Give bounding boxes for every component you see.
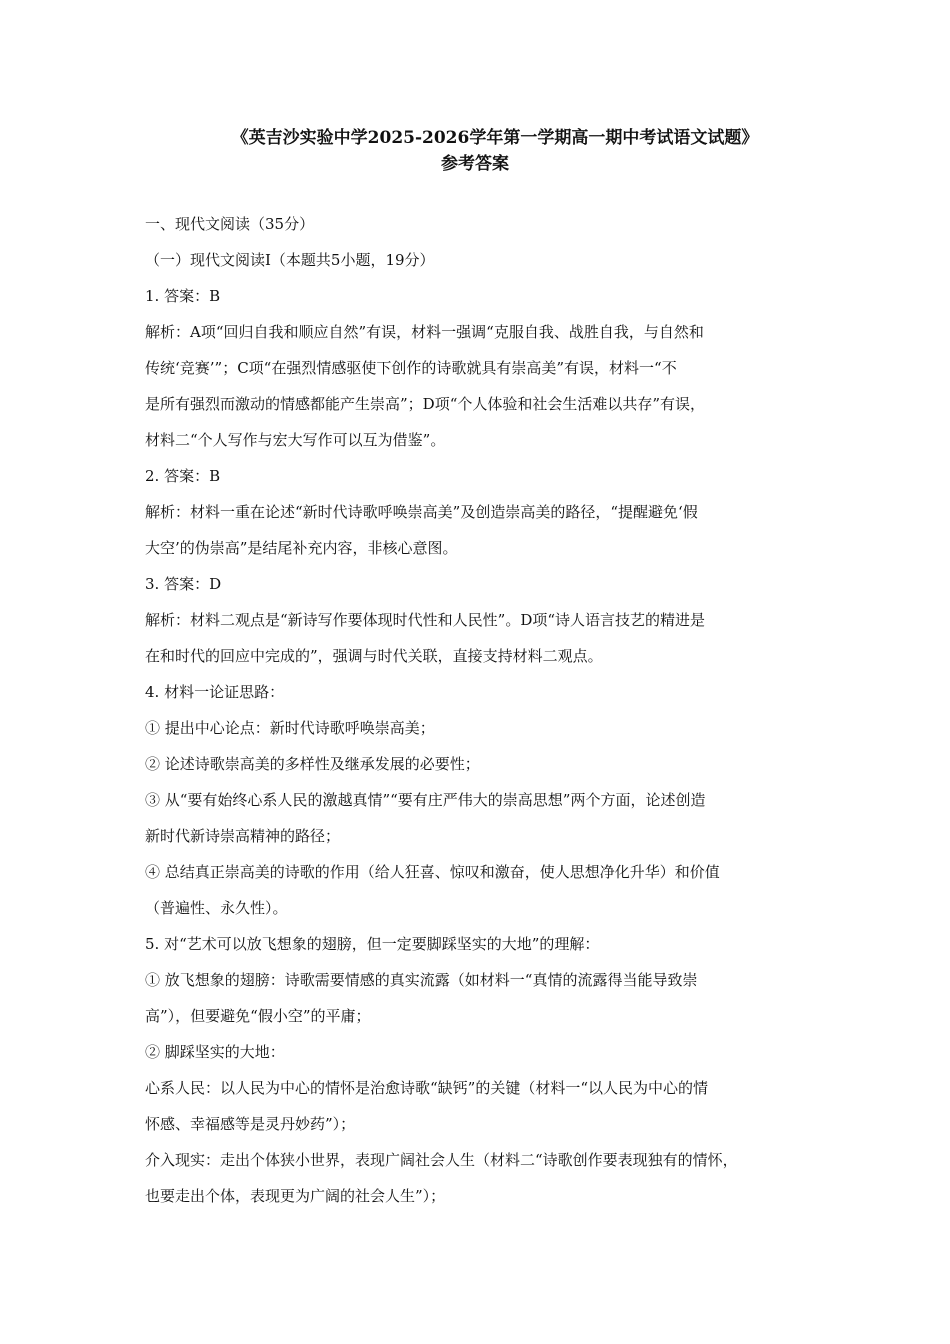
section-heading: 一、现代文阅读（35分）	[145, 215, 315, 233]
question-4-heading: 4. 材料一论证思路：	[145, 683, 285, 701]
analysis-2-line-1: 解析：材料一重在论述“新时代诗歌呼唤崇高美”及创造崇高美的路径，“提醒避免‘假	[145, 503, 698, 521]
analysis-1-line-1: 解析：A项“回归自我和顺应自然”有误，材料一强调“克服自我、战胜自我，与自然和	[145, 323, 704, 341]
question-5-point-1-line-2: 高”），但要避免“假小空”的平庸；	[145, 1007, 371, 1025]
question-4-point-3-line-2: 新时代新诗崇高精神的路径；	[145, 827, 341, 845]
analysis-1-line-4: 材料二“个人写作与宏大写作可以互为借鉴”。	[145, 431, 446, 449]
question-5-sub-1-line-2: 怀感、幸福感等是灵丹妙药”）；	[145, 1115, 356, 1133]
subsection-heading: （一）现代文阅读I（本题共5小题，19分）	[145, 251, 435, 269]
question-5-sub-2-line-1: 介入现实：走出个体狭小世界，表现广阔社会人生（材料二“诗歌创作要表现独有的情怀，	[145, 1151, 738, 1169]
answer-1: 1. 答案：B	[145, 287, 221, 305]
title-block	[0, 125, 950, 177]
question-5-sub-2-line-2: 也要走出个体，表现更为广阔的社会人生”）；	[145, 1187, 446, 1205]
analysis-1-line-2: 传统‘竞赛’”；C项“在强烈情感驱使下创作的诗歌就具有崇高美”有误，材料一“不	[145, 359, 677, 377]
question-4-point-3-line-1: ③ 从“要有始终心系人民的激越真情”“要有庄严伟大的崇高思想”两个方面，论述创造	[145, 791, 706, 809]
document-title: 《英吉沙实验中学2025-2026学年第一学期高一期中考试语文试题》	[231, 128, 759, 148]
analysis-1-line-3: 是所有强烈而激动的情感都能产生崇高”；D项“个人体验和社会生活难以共存”有误，	[145, 395, 706, 413]
question-5-heading: 5. 对“艺术可以放飞想象的翅膀，但一定要脚踩坚实的大地”的理解：	[145, 935, 600, 953]
answer-2: 2. 答案：B	[145, 467, 221, 485]
question-5-point-1-line-1: ① 放飞想象的翅膀：诗歌需要情感的真实流露（如材料一“真情的流露得当能导致崇	[145, 971, 698, 989]
question-5-point-2: ② 脚踩坚实的大地：	[145, 1043, 285, 1061]
analysis-2-line-2: 大空’的伪崇高”是结尾补充内容，非核心意图。	[145, 539, 458, 557]
answer-content	[145, 206, 810, 1214]
analysis-3-line-1: 解析：材料二观点是“新诗写作要体现时代性和人民性”。D项“诗人语言技艺的精进是	[145, 611, 706, 629]
question-4-point-4-line-2: （普遍性、永久性）。	[145, 899, 288, 917]
answer-3: 3. 答案：D	[145, 575, 222, 593]
question-4-point-1: ① 提出中心论点：新时代诗歌呼唤崇高美；	[145, 719, 435, 737]
question-4-point-2: ② 论述诗歌崇高美的多样性及继承发展的必要性；	[145, 755, 480, 773]
question-4-point-4-line-1: ④ 总结真正崇高美的诗歌的作用（给人狂喜、惊叹和激奋，使人思想净化升华）和价值	[145, 863, 720, 881]
question-5-sub-1-line-1: 心系人民：以人民为中心的情怀是治愈诗歌“缺钙”的关键（材料一“以人民为中心的情	[145, 1079, 709, 1097]
analysis-3-line-2: 在和时代的回应中完成的”，强调与时代关联，直接支持材料二观点。	[145, 647, 603, 665]
document-subtitle: 参考答案	[441, 154, 509, 174]
